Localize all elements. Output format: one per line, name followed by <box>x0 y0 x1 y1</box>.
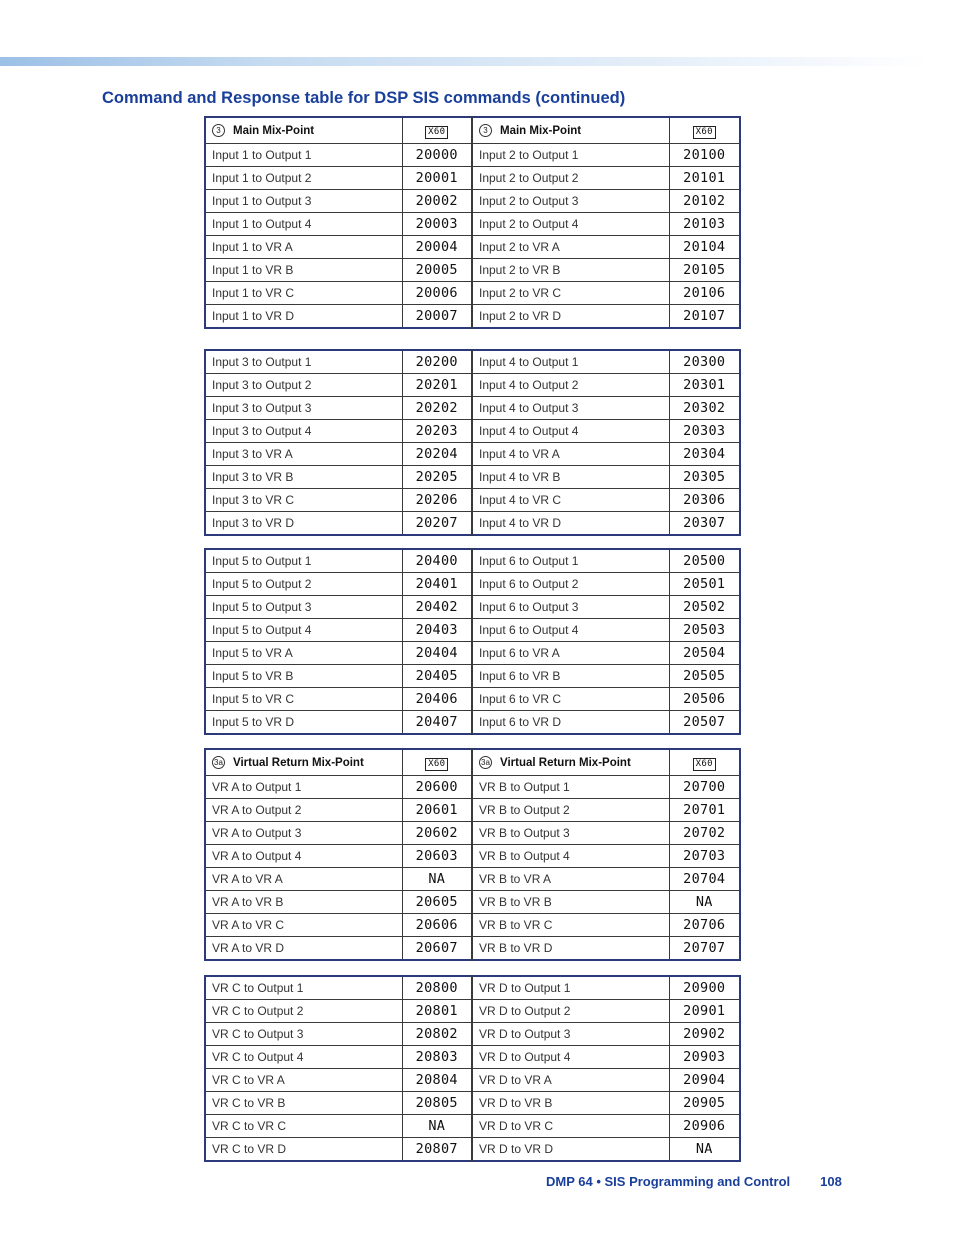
mix-point-label-right: VR B to Output 3 <box>472 822 669 845</box>
mix-point-label-right: Input 6 to VR A <box>472 642 669 665</box>
table-row <box>205 259 740 282</box>
command-code-left: 20401 <box>402 573 472 596</box>
mix-point-label-right: VR B to Output 1 <box>472 776 669 799</box>
mix-point-label-right: VR B to Output 2 <box>472 799 669 822</box>
mix-point-label-left: VR C to VR D <box>205 1138 402 1162</box>
command-code-right: 20701 <box>669 799 740 822</box>
variable-header-cell <box>669 749 740 776</box>
command-code-right: 20905 <box>669 1092 740 1115</box>
command-code-left: 20607 <box>402 937 472 961</box>
table-row <box>205 799 740 822</box>
command-table-block <box>204 975 741 1162</box>
command-code-right: 20507 <box>669 711 740 735</box>
step-number-badge: 3 <box>479 124 492 137</box>
variable-header-cell <box>402 749 472 776</box>
mix-point-label-left: VR C to VR C <box>205 1115 402 1138</box>
mix-point-label-right: VR B to Output 4 <box>472 845 669 868</box>
table-row <box>205 1000 740 1023</box>
mix-point-label-left: Input 3 to Output 3 <box>205 397 402 420</box>
command-code-right: 20102 <box>669 190 740 213</box>
mix-point-label-left: Input 3 to VR D <box>205 512 402 536</box>
mix-point-label-right: Input 6 to VR B <box>472 665 669 688</box>
command-code-right: 20505 <box>669 665 740 688</box>
mix-point-label-right: Input 4 to Output 1 <box>472 350 669 374</box>
command-code-right: 20104 <box>669 236 740 259</box>
command-code-right: 20707 <box>669 937 740 961</box>
command-code-right: NA <box>669 891 740 914</box>
table-row <box>205 619 740 642</box>
variable-x60-box: X60 <box>693 758 716 771</box>
table-row <box>205 549 740 573</box>
table-row <box>205 573 740 596</box>
mix-point-label-right: Input 4 to Output 3 <box>472 397 669 420</box>
table-row <box>205 1092 740 1115</box>
mix-point-label-left: Input 3 to VR A <box>205 443 402 466</box>
command-table-block <box>204 748 741 961</box>
command-table-block <box>204 349 741 536</box>
mix-point-label-left: VR A to Output 2 <box>205 799 402 822</box>
command-code-left: 20803 <box>402 1046 472 1069</box>
table-row <box>205 688 740 711</box>
table-row <box>205 822 740 845</box>
table-row <box>205 937 740 961</box>
mix-point-label-left: Input 1 to Output 4 <box>205 213 402 236</box>
table-row <box>205 1046 740 1069</box>
column-header-title: Main Mix-Point <box>233 125 315 137</box>
mix-point-label-left: Input 5 to Output 4 <box>205 619 402 642</box>
column-header-right <box>472 749 669 776</box>
table-row <box>205 891 740 914</box>
mix-point-label-left: VR A to Output 4 <box>205 845 402 868</box>
command-code-right: 20106 <box>669 282 740 305</box>
mix-point-label-left: Input 3 to Output 4 <box>205 420 402 443</box>
mix-point-label-left: VR C to Output 2 <box>205 1000 402 1023</box>
command-code-right: 20305 <box>669 466 740 489</box>
mix-point-label-left: Input 3 to Output 1 <box>205 350 402 374</box>
command-code-left: 20206 <box>402 489 472 512</box>
mix-point-label-right: Input 6 to Output 1 <box>472 549 669 573</box>
command-code-left: 20204 <box>402 443 472 466</box>
mix-point-label-right: Input 2 to Output 3 <box>472 190 669 213</box>
mix-point-label-right: Input 6 to VR C <box>472 688 669 711</box>
command-code-left: 20605 <box>402 891 472 914</box>
command-code-left: 20005 <box>402 259 472 282</box>
table-row <box>205 213 740 236</box>
page-title: Command and Response table for DSP SIS commands (continued) <box>102 89 626 107</box>
mix-point-label-left: VR A to VR A <box>205 868 402 891</box>
table-row <box>205 1138 740 1162</box>
mix-point-label-right: Input 6 to VR D <box>472 711 669 735</box>
command-code-right: 20906 <box>669 1115 740 1138</box>
mix-point-label-left: VR A to VR D <box>205 937 402 961</box>
command-code-right: 20100 <box>669 144 740 167</box>
mix-point-label-right: Input 2 to VR C <box>472 282 669 305</box>
column-header-left <box>205 117 402 144</box>
mix-point-label-right: VR D to VR B <box>472 1092 669 1115</box>
mix-point-label-left: VR C to Output 4 <box>205 1046 402 1069</box>
command-code-right: 20702 <box>669 822 740 845</box>
mix-point-label-right: VR B to VR A <box>472 868 669 891</box>
command-code-left: 20404 <box>402 642 472 665</box>
command-code-right: 20303 <box>669 420 740 443</box>
command-code-left: NA <box>402 1115 472 1138</box>
command-code-right: 20300 <box>669 350 740 374</box>
command-code-right: 20103 <box>669 213 740 236</box>
table-row <box>205 305 740 329</box>
column-header-title: Virtual Return Mix-Point <box>500 757 631 769</box>
command-table-block <box>204 116 741 329</box>
step-number-badge: 3a <box>212 756 225 769</box>
mix-point-label-right: VR D to VR C <box>472 1115 669 1138</box>
command-code-left: 20001 <box>402 167 472 190</box>
column-header-right <box>472 117 669 144</box>
mix-point-label-right: VR D to Output 3 <box>472 1023 669 1046</box>
command-code-left: 20207 <box>402 512 472 536</box>
command-code-right: 20301 <box>669 374 740 397</box>
mix-point-label-left: VR A to Output 3 <box>205 822 402 845</box>
mix-point-label-right: Input 4 to VR C <box>472 489 669 512</box>
mix-point-label-right: VR B to VR C <box>472 914 669 937</box>
command-code-right: 20703 <box>669 845 740 868</box>
header-color-bar <box>0 57 930 66</box>
command-code-left: 20602 <box>402 822 472 845</box>
mix-point-label-left: Input 5 to VR A <box>205 642 402 665</box>
command-code-left: 20807 <box>402 1138 472 1162</box>
table-row <box>205 282 740 305</box>
page-number: 108 <box>820 1174 842 1189</box>
mix-point-label-left: Input 3 to VR C <box>205 489 402 512</box>
command-code-right: 20307 <box>669 512 740 536</box>
column-header-title: Main Mix-Point <box>500 125 582 137</box>
command-code-right: 20107 <box>669 305 740 329</box>
command-code-left: 20201 <box>402 374 472 397</box>
command-code-right: 20904 <box>669 1069 740 1092</box>
table-row <box>205 1069 740 1092</box>
command-code-right: 20504 <box>669 642 740 665</box>
mix-point-label-left: Input 1 to VR D <box>205 305 402 329</box>
mix-point-label-right: VR D to Output 1 <box>472 976 669 1000</box>
command-code-left: 20200 <box>402 350 472 374</box>
mix-point-label-left: Input 5 to VR B <box>205 665 402 688</box>
table-row <box>205 350 740 374</box>
mix-point-label-left: Input 1 to Output 3 <box>205 190 402 213</box>
mix-point-label-right: VR D to VR D <box>472 1138 669 1162</box>
mix-point-label-right: VR D to Output 2 <box>472 1000 669 1023</box>
variable-header-cell <box>669 117 740 144</box>
command-code-left: 20406 <box>402 688 472 711</box>
variable-x60-box: X60 <box>693 126 716 139</box>
mix-point-label-left: Input 5 to VR D <box>205 711 402 735</box>
table-row <box>205 466 740 489</box>
table-row <box>205 420 740 443</box>
mix-point-label-right: Input 6 to Output 2 <box>472 573 669 596</box>
command-code-left: 20405 <box>402 665 472 688</box>
column-header-left <box>205 749 402 776</box>
table-row <box>205 914 740 937</box>
table-row <box>205 190 740 213</box>
table-row <box>205 596 740 619</box>
mix-point-label-right: Input 4 to Output 2 <box>472 374 669 397</box>
mix-point-label-right: VR B to VR D <box>472 937 669 961</box>
command-code-right: 20901 <box>669 1000 740 1023</box>
mix-point-label-right: Input 2 to VR A <box>472 236 669 259</box>
command-code-left: 20403 <box>402 619 472 642</box>
step-number-badge: 3a <box>479 756 492 769</box>
mix-point-label-right: Input 2 to Output 2 <box>472 167 669 190</box>
command-code-left: 20402 <box>402 596 472 619</box>
table-row <box>205 144 740 167</box>
command-code-right: 20704 <box>669 868 740 891</box>
mix-point-label-left: Input 3 to Output 2 <box>205 374 402 397</box>
command-code-left: 20600 <box>402 776 472 799</box>
mix-point-label-right: Input 2 to Output 4 <box>472 213 669 236</box>
command-code-left: 20006 <box>402 282 472 305</box>
command-code-left: 20000 <box>402 144 472 167</box>
table-row <box>205 976 740 1000</box>
command-code-right: 20500 <box>669 549 740 573</box>
command-code-left: 20202 <box>402 397 472 420</box>
command-code-left: 20805 <box>402 1092 472 1115</box>
table-header-row <box>205 749 740 776</box>
mix-point-label-left: Input 1 to VR C <box>205 282 402 305</box>
command-code-right: 20105 <box>669 259 740 282</box>
page-footer <box>546 1174 842 1189</box>
mix-point-label-right: Input 2 to VR B <box>472 259 669 282</box>
table-row <box>205 1115 740 1138</box>
mix-point-label-left: VR A to Output 1 <box>205 776 402 799</box>
command-code-right: 20502 <box>669 596 740 619</box>
mix-point-label-right: VR D to Output 4 <box>472 1046 669 1069</box>
table-row <box>205 236 740 259</box>
table-row <box>205 642 740 665</box>
variable-x60-box: X60 <box>425 758 448 771</box>
table-row <box>205 489 740 512</box>
mix-point-label-left: VR A to VR C <box>205 914 402 937</box>
command-code-left: 20003 <box>402 213 472 236</box>
mix-point-label-left: Input 1 to VR A <box>205 236 402 259</box>
command-code-right: 20503 <box>669 619 740 642</box>
variable-header-cell <box>402 117 472 144</box>
table-row <box>205 374 740 397</box>
command-code-left: 20606 <box>402 914 472 937</box>
command-code-left: 20603 <box>402 845 472 868</box>
mix-point-label-left: Input 5 to VR C <box>205 688 402 711</box>
command-code-left: 20400 <box>402 549 472 573</box>
table-row <box>205 711 740 735</box>
footer-document-title: DMP 64 • SIS Programming and Control <box>546 1174 791 1189</box>
mix-point-label-right: Input 6 to Output 3 <box>472 596 669 619</box>
mix-point-label-left: VR C to VR B <box>205 1092 402 1115</box>
table-row <box>205 167 740 190</box>
command-code-left: 20007 <box>402 305 472 329</box>
table-row <box>205 512 740 536</box>
mix-point-label-left: Input 5 to Output 1 <box>205 549 402 573</box>
command-code-right: 20506 <box>669 688 740 711</box>
command-code-right: 20501 <box>669 573 740 596</box>
mix-point-label-left: VR C to VR A <box>205 1069 402 1092</box>
mix-point-label-left: VR A to VR B <box>205 891 402 914</box>
command-code-right: 20700 <box>669 776 740 799</box>
command-code-left: 20804 <box>402 1069 472 1092</box>
mix-point-label-left: Input 5 to Output 3 <box>205 596 402 619</box>
command-code-right: 20900 <box>669 976 740 1000</box>
command-code-right: 20706 <box>669 914 740 937</box>
command-code-left: 20801 <box>402 1000 472 1023</box>
table-row <box>205 868 740 891</box>
mix-point-label-right: Input 4 to VR D <box>472 512 669 536</box>
table-row <box>205 397 740 420</box>
command-code-left: 20802 <box>402 1023 472 1046</box>
table-row <box>205 776 740 799</box>
mix-point-label-right: Input 6 to Output 4 <box>472 619 669 642</box>
command-table-block <box>204 548 741 735</box>
mix-point-label-left: VR C to Output 3 <box>205 1023 402 1046</box>
mix-point-label-left: Input 1 to Output 2 <box>205 167 402 190</box>
mix-point-label-right: Input 4 to Output 4 <box>472 420 669 443</box>
mix-point-label-right: Input 2 to VR D <box>472 305 669 329</box>
variable-x60-box: X60 <box>425 126 448 139</box>
command-code-left: 20407 <box>402 711 472 735</box>
table-header-row <box>205 117 740 144</box>
command-code-right: 20902 <box>669 1023 740 1046</box>
command-code-right: 20302 <box>669 397 740 420</box>
table-row <box>205 1023 740 1046</box>
command-code-left: 20203 <box>402 420 472 443</box>
command-code-left: NA <box>402 868 472 891</box>
command-code-left: 20002 <box>402 190 472 213</box>
mix-point-label-right: Input 4 to VR B <box>472 466 669 489</box>
command-code-left: 20601 <box>402 799 472 822</box>
command-code-right: 20101 <box>669 167 740 190</box>
command-code-left: 20004 <box>402 236 472 259</box>
mix-point-label-left: Input 5 to Output 2 <box>205 573 402 596</box>
command-code-right: 20304 <box>669 443 740 466</box>
mix-point-label-left: Input 1 to Output 1 <box>205 144 402 167</box>
command-code-right: NA <box>669 1138 740 1162</box>
mix-point-label-left: Input 3 to VR B <box>205 466 402 489</box>
mix-point-label-right: Input 2 to Output 1 <box>472 144 669 167</box>
mix-point-label-right: VR D to VR A <box>472 1069 669 1092</box>
mix-point-label-left: VR C to Output 1 <box>205 976 402 1000</box>
mix-point-label-right: VR B to VR B <box>472 891 669 914</box>
table-row <box>205 665 740 688</box>
command-code-right: 20306 <box>669 489 740 512</box>
step-number-badge: 3 <box>212 124 225 137</box>
table-row <box>205 845 740 868</box>
command-code-left: 20800 <box>402 976 472 1000</box>
mix-point-label-right: Input 4 to VR A <box>472 443 669 466</box>
column-header-title: Virtual Return Mix-Point <box>233 757 364 769</box>
command-code-right: 20903 <box>669 1046 740 1069</box>
table-row <box>205 443 740 466</box>
command-code-left: 20205 <box>402 466 472 489</box>
mix-point-label-left: Input 1 to VR B <box>205 259 402 282</box>
